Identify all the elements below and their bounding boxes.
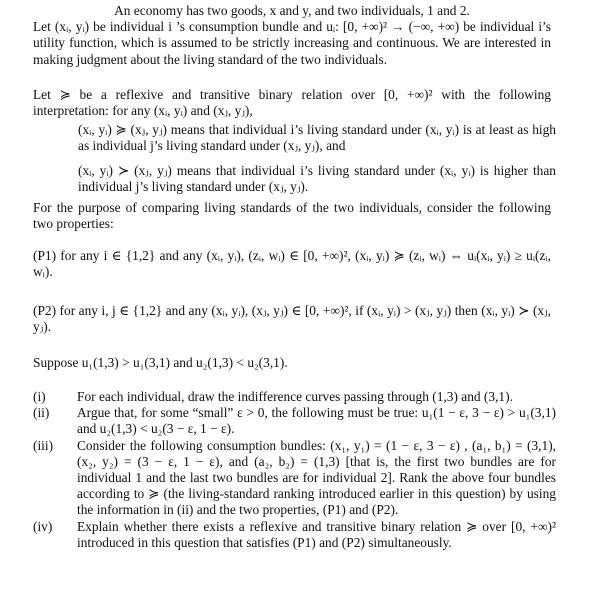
- weak-relation-meaning: (xᵢ, yᵢ) ≽ (xⱼ, yⱼ) means that individual i’s living standard under (xᵢ, yᵢ) is at least as high as individual j’s living standard under (xⱼ, yⱼ), and: [78, 122, 556, 154]
- question-number: (iv): [33, 518, 53, 534]
- question-item: [33, 389, 556, 405]
- question-text: Argue that, for some “small” ε > 0, the following must be true: u₁(1 − ε, 3 − ε) > u₁(3,1) and u₂(1,3) < u₂(3 − ε, 1 − ε).: [77, 405, 556, 437]
- question-text: Explain whether there exists a reflexive and transitive binary relation ≽ over [0, +∞)² introduced in this question that satisfies (P1) and (P2) simultaneously.: [77, 518, 556, 550]
- intro-paragraph: [33, 3, 551, 68]
- purpose-paragraph: For the purpose of comparing living standards of the two individuals, consider the following two properties:: [33, 200, 551, 232]
- question-item: [33, 519, 556, 551]
- property-p1: (P1) for any i ∈ {1,2} and any (xᵢ, yᵢ), (zᵢ, wᵢ) ∈ [0, +∞)², (xᵢ, yᵢ) ≽ (zᵢ, wᵢ) ⇔ uᵢ(xᵢ, yᵢ) ≥ uᵢ(zᵢ, wᵢ).: [33, 248, 551, 280]
- relation-definition: Let ≽ be a reflexive and transitive binary relation over [0, +∞)² with the following interpretation: for any (xᵢ, yᵢ) and (xⱼ, yⱼ),: [33, 87, 551, 119]
- assumption-line: Suppose u₁(1,3) > u₁(3,1) and u₂(1,3) < u₂(3,1).: [33, 355, 288, 370]
- question-text: Consider the following consumption bundles: (x₁, y₁) = (1 − ε, 3 − ε) , (a₁, b₁) = (3,1), (x₂, y₂) = (3 − ε, 1 − ε), and (a₂, b₂) = (1,3) [that is, the first two bundles are for individual 1 and the last two bundles are for individual 2]. Rank the above four bundles according to ≽ (the living-standard ranking introduced earlier in this question) by using the information in (ii) and the two properties, (P1) and (P2).: [77, 437, 556, 518]
- question-item: [33, 438, 556, 519]
- question-list: [33, 389, 556, 551]
- question-item: [33, 405, 556, 437]
- question-number: (i): [33, 389, 46, 404]
- question-number: (iii): [33, 437, 54, 453]
- question-number: (ii): [33, 405, 50, 421]
- strict-relation-meaning: (xᵢ, yᵢ) ≻ (xⱼ, yⱼ) means that individual i’s living standard under (xᵢ, yᵢ) is higher than individual j’s living standard under (xⱼ, yⱼ).: [78, 163, 556, 195]
- question-text: For each individual, draw the indifference curves passing through (1,3) and (3,1).: [77, 389, 513, 404]
- intro-body: Let (xᵢ, yᵢ) be individual i ’s consumption bundle and uᵢ: [0, +∞)² → (−∞, +∞) be individual i’s utility function, which is assumed to be strictly increasing and continuous. We are interested in making judgment about the living standard of the two individuals.: [33, 19, 551, 67]
- property-p2: (P2) for any i, j ∈ {1,2} and any (xᵢ, yᵢ), (xⱼ, yⱼ) ∈ [0, +∞)², if (xᵢ, yᵢ) > (xⱼ, yⱼ) then (xᵢ, yᵢ) ≻ (xⱼ, yⱼ).: [33, 303, 551, 335]
- intro-first-line: An economy has two goods, x and y, and two individuals, 1 and 2.: [114, 3, 470, 18]
